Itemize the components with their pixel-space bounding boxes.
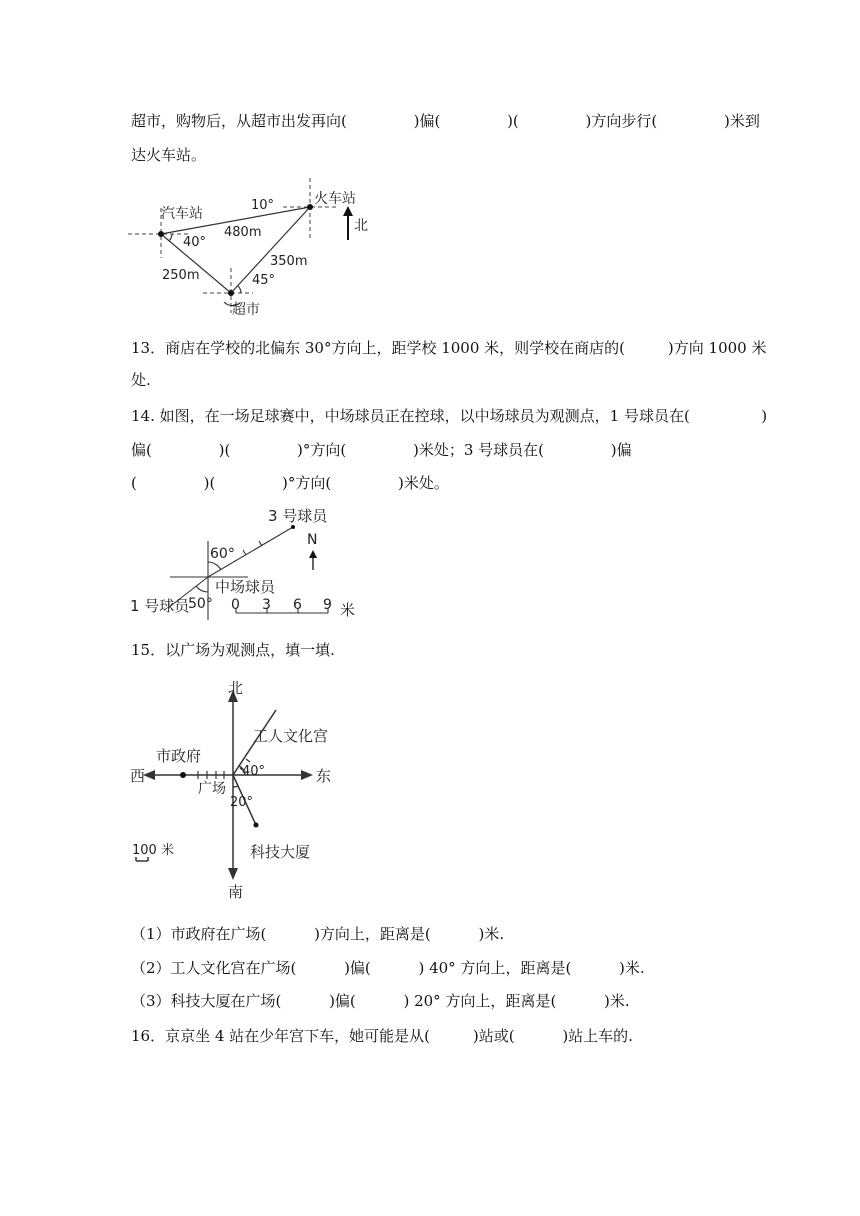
angle-40-label: 40° bbox=[183, 235, 207, 250]
supermarket-dot bbox=[228, 290, 234, 296]
supermarket-label: 超市 bbox=[232, 302, 260, 318]
distance-250-label: 250m bbox=[162, 268, 200, 283]
north-label: N bbox=[307, 532, 318, 548]
scale-6-label: 6 bbox=[293, 597, 302, 613]
train-station-dot bbox=[307, 204, 313, 210]
q16-text-line1: 16．京京坐 4 站在少年宫下车，她可能是从( )站或( )站上车的. bbox=[131, 1027, 633, 1045]
tech-building-label: 科技大厦 bbox=[250, 843, 311, 861]
q15-sub1: （1）市政府在广场( )方向上，距离是( )米. bbox=[131, 925, 505, 943]
angle-20-label: 20° bbox=[230, 795, 254, 810]
scale-9-label: 9 bbox=[323, 597, 332, 613]
q15-title: 15．以广场为观测点，填一填. bbox=[131, 641, 335, 659]
south-label: 南 bbox=[228, 883, 244, 901]
q13-text-line1: 13．商店在学校的北偏东 30°方向上，距学校 1000 米，则学校在商店的( )方向 1000 米 bbox=[131, 339, 767, 357]
q15-square-map bbox=[128, 675, 348, 900]
north-label: 北 bbox=[228, 679, 244, 697]
q14-text-line1: 14. 如图，在一场足球赛中，中场球员正在控球，以中场球员为观测点，1 号球员在( ) bbox=[131, 407, 768, 425]
q14-football-diagram bbox=[128, 505, 368, 625]
q14-text-line3: ( )( )°方向( )米处。 bbox=[131, 474, 449, 492]
angle-45-label: 45° bbox=[252, 273, 276, 288]
scale-unit-label: 米 bbox=[340, 601, 356, 619]
scale-0-label: 0 bbox=[231, 597, 240, 613]
q12-text-line1: 超市，购物后，从超市出发再向( )偏( )( )方向步行( )米到 bbox=[131, 112, 760, 130]
q12-direction-diagram bbox=[128, 178, 508, 328]
distance-480-label: 480m bbox=[224, 225, 262, 240]
bus-station-dot bbox=[158, 231, 164, 237]
train-station-label: 火车站 bbox=[314, 191, 356, 207]
q13-text-line2: 处. bbox=[131, 371, 151, 389]
north-arrow-icon bbox=[343, 206, 353, 240]
angle-10-label: 10° bbox=[251, 198, 275, 213]
q14-text-line2: 偏( )( )°方向( )米处；3 号球员在( )偏 bbox=[131, 441, 632, 459]
east-label: 东 bbox=[316, 767, 332, 785]
distance-350-label: 350m bbox=[270, 254, 308, 269]
q15-sub2: （2）工人文化宫在广场( )偏( ) 40° 方向上，距离是( )米. bbox=[131, 959, 645, 977]
q15-sub3: （3）科技大厦在广场( )偏( ) 20° 方向上，距离是( )米. bbox=[131, 992, 630, 1010]
angle-40-label: 40° bbox=[242, 764, 266, 779]
angle-60-label: 60° bbox=[210, 546, 235, 562]
player3-label: 3 号球员 bbox=[268, 507, 328, 525]
q12-text-line2: 达火车站。 bbox=[131, 146, 207, 164]
west-label: 西 bbox=[130, 767, 146, 785]
city-hall-label: 市政府 bbox=[156, 747, 202, 765]
midfielder-label: 中场球员 bbox=[215, 578, 276, 596]
north-label: 北 bbox=[354, 218, 368, 234]
north-arrow-icon bbox=[309, 550, 317, 570]
bus-station-label: 汽车站 bbox=[161, 206, 203, 222]
workers-palace-label: 工人文化宫 bbox=[253, 727, 329, 745]
scale-3-label: 3 bbox=[262, 597, 271, 613]
angle-50-label: 50° bbox=[188, 596, 213, 612]
player1-label: 1 号球员 bbox=[130, 597, 190, 615]
square-label: 广场 bbox=[198, 781, 226, 797]
scale-label: 100 米 bbox=[132, 843, 174, 858]
